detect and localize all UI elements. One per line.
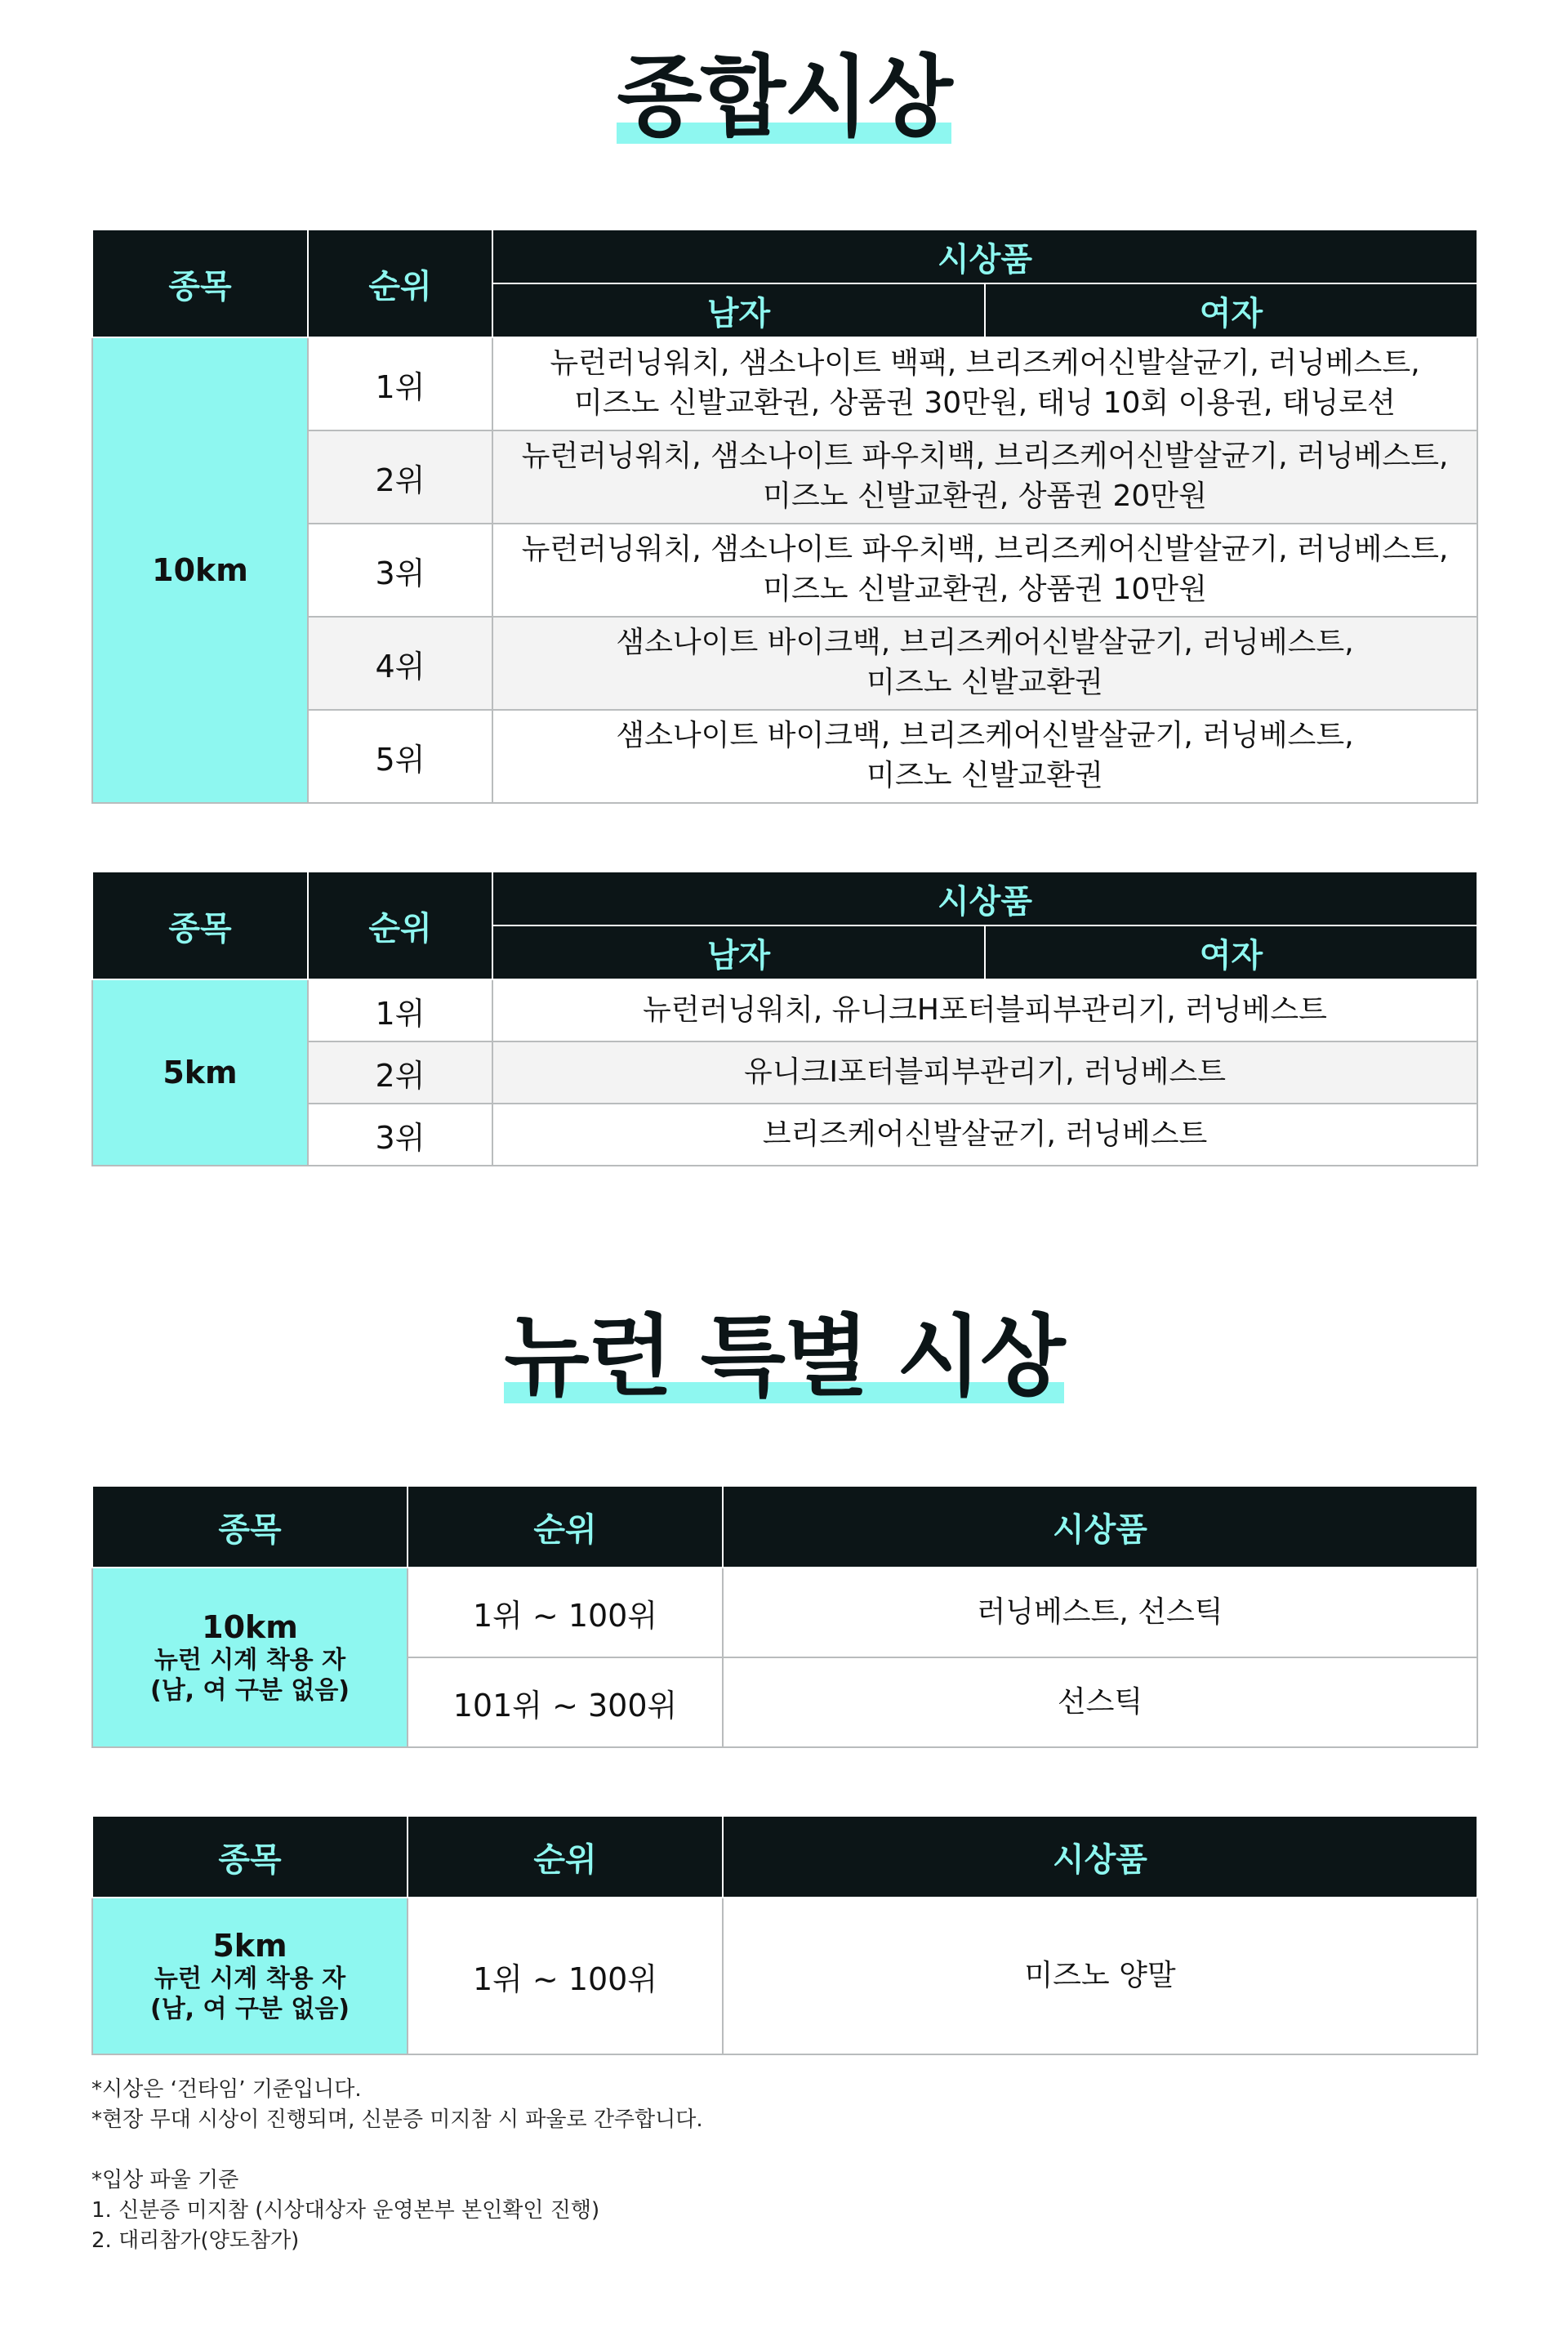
event-distance: 5km (212, 1927, 287, 1964)
rank-cell: 3위 (308, 524, 492, 617)
header-prize: 시상품 (723, 1816, 1477, 1898)
overall-5k-table (91, 871, 1478, 1166)
special-10k-table (91, 1485, 1478, 1748)
header-male: 남자 (492, 925, 985, 979)
rank-cell: 4위 (308, 617, 492, 710)
header-prize: 시상품 (492, 230, 1477, 283)
prize-line: 미즈노 신발교환권, 상품권 20만원 (763, 479, 1207, 513)
rank-cell: 2위 (308, 1041, 492, 1104)
special-title-block (0, 1307, 1568, 1408)
event-cell: 5km (92, 979, 308, 1166)
rank-cell: 5위 (308, 710, 492, 803)
note-gun-time: *시상은 ‘건타임’ 기준입니다. (91, 2077, 362, 2102)
rank-cell: 3위 (308, 1104, 492, 1166)
header-event: 종목 (92, 872, 308, 979)
note-stage-ceremony: *현장 무대 시상이 진행되며, 신분증 미지참 시 파울로 간주합니다. (91, 2107, 703, 2132)
prize-line: 뉴런러닝워치, 샘소나이트 백팩, 브리즈케어신발살균기, 러닝베스트, (550, 346, 1420, 381)
prize-cell (492, 524, 1477, 617)
rank-cell: 2위 (308, 430, 492, 524)
event-note: (남, 여 구분 없음) (149, 1676, 350, 1705)
header-prize: 시상품 (492, 872, 1477, 925)
prize-cell: 러닝베스트, 선스틱 (723, 1568, 1477, 1657)
note-foul-criteria: *입상 파울 기준 (91, 2168, 239, 2192)
prize-line: 뉴런러닝워치, 샘소나이트 파우치백, 브리즈케어신발살균기, 러닝베스트, (521, 439, 1449, 474)
overall-title: 종합시상 (617, 47, 951, 149)
prize-line: 샘소나이트 바이크백, 브리즈케어신발살균기, 러닝베스트, (616, 626, 1354, 660)
prize-cell: 뉴런러닝워치, 유니크H포터블피부관리기, 러닝베스트 (492, 979, 1477, 1041)
header-female: 여자 (985, 283, 1477, 337)
prize-line: 샘소나이트 바이크백, 브리즈케어신발살균기, 러닝베스트, (616, 719, 1354, 753)
prize-cell: 선스틱 (723, 1657, 1477, 1747)
header-event: 종목 (92, 1816, 408, 1898)
event-cell (92, 1898, 408, 2054)
rank-cell: 1위 ~ 100위 (408, 1568, 723, 1657)
prize-cell: 유니크I포터블피부관리기, 러닝베스트 (492, 1041, 1477, 1104)
prize-line: 미즈노 신발교환권 (866, 759, 1103, 792)
event-distance: 10km (202, 1608, 298, 1645)
rank-cell: 101위 ~ 300위 (408, 1657, 723, 1747)
prize-line: 미즈노 신발교환권 (866, 666, 1103, 699)
header-female: 여자 (985, 925, 1477, 979)
header-event: 종목 (92, 230, 308, 337)
prize-line: 미즈노 신발교환권, 상품권 10만원 (763, 573, 1207, 606)
special-title: 뉴런 특별 시상 (504, 1306, 1064, 1408)
event-condition: 뉴런 시계 착용 자 (154, 1645, 346, 1675)
header-event: 종목 (92, 1486, 408, 1568)
prize-cell: 미즈노 양말 (723, 1898, 1477, 2054)
prize-line: 미즈노 신발교환권, 상품권 30만원, 태닝 10회 이용권, 태닝로션 (574, 386, 1396, 420)
overall-title-block (0, 47, 1568, 149)
event-cell: 10km (92, 337, 308, 803)
header-male: 남자 (492, 283, 985, 337)
prize-cell: 브리즈케어신발살균기, 러닝베스트 (492, 1104, 1477, 1166)
rank-cell: 1위 (308, 337, 492, 430)
event-condition: 뉴런 시계 착용 자 (154, 1964, 346, 1993)
note-foul-1: 1. 신분증 미지참 (시상대상자 운영본부 본인확인 진행) (91, 2198, 600, 2223)
prize-line: 뉴런러닝워치, 샘소나이트 파우치백, 브리즈케어신발살균기, 러닝베스트, (521, 533, 1449, 567)
note-foul-2: 2. 대리참가(양도참가) (91, 2228, 300, 2253)
header-rank: 순위 (308, 872, 492, 979)
footnotes (91, 2075, 703, 2256)
overall-10k-table (91, 229, 1478, 804)
event-note: (남, 여 구분 없음) (149, 1995, 350, 2023)
header-rank: 순위 (308, 230, 492, 337)
rank-cell: 1위 ~ 100위 (408, 1898, 723, 2054)
special-5k-table (91, 1815, 1478, 2055)
prize-cell (492, 710, 1477, 803)
header-rank: 순위 (408, 1816, 723, 1898)
prize-cell (492, 430, 1477, 524)
header-rank: 순위 (408, 1486, 723, 1568)
header-prize: 시상품 (723, 1486, 1477, 1568)
prize-cell (492, 617, 1477, 710)
rank-cell: 1위 (308, 979, 492, 1041)
event-cell (92, 1568, 408, 1747)
prize-cell (492, 337, 1477, 430)
